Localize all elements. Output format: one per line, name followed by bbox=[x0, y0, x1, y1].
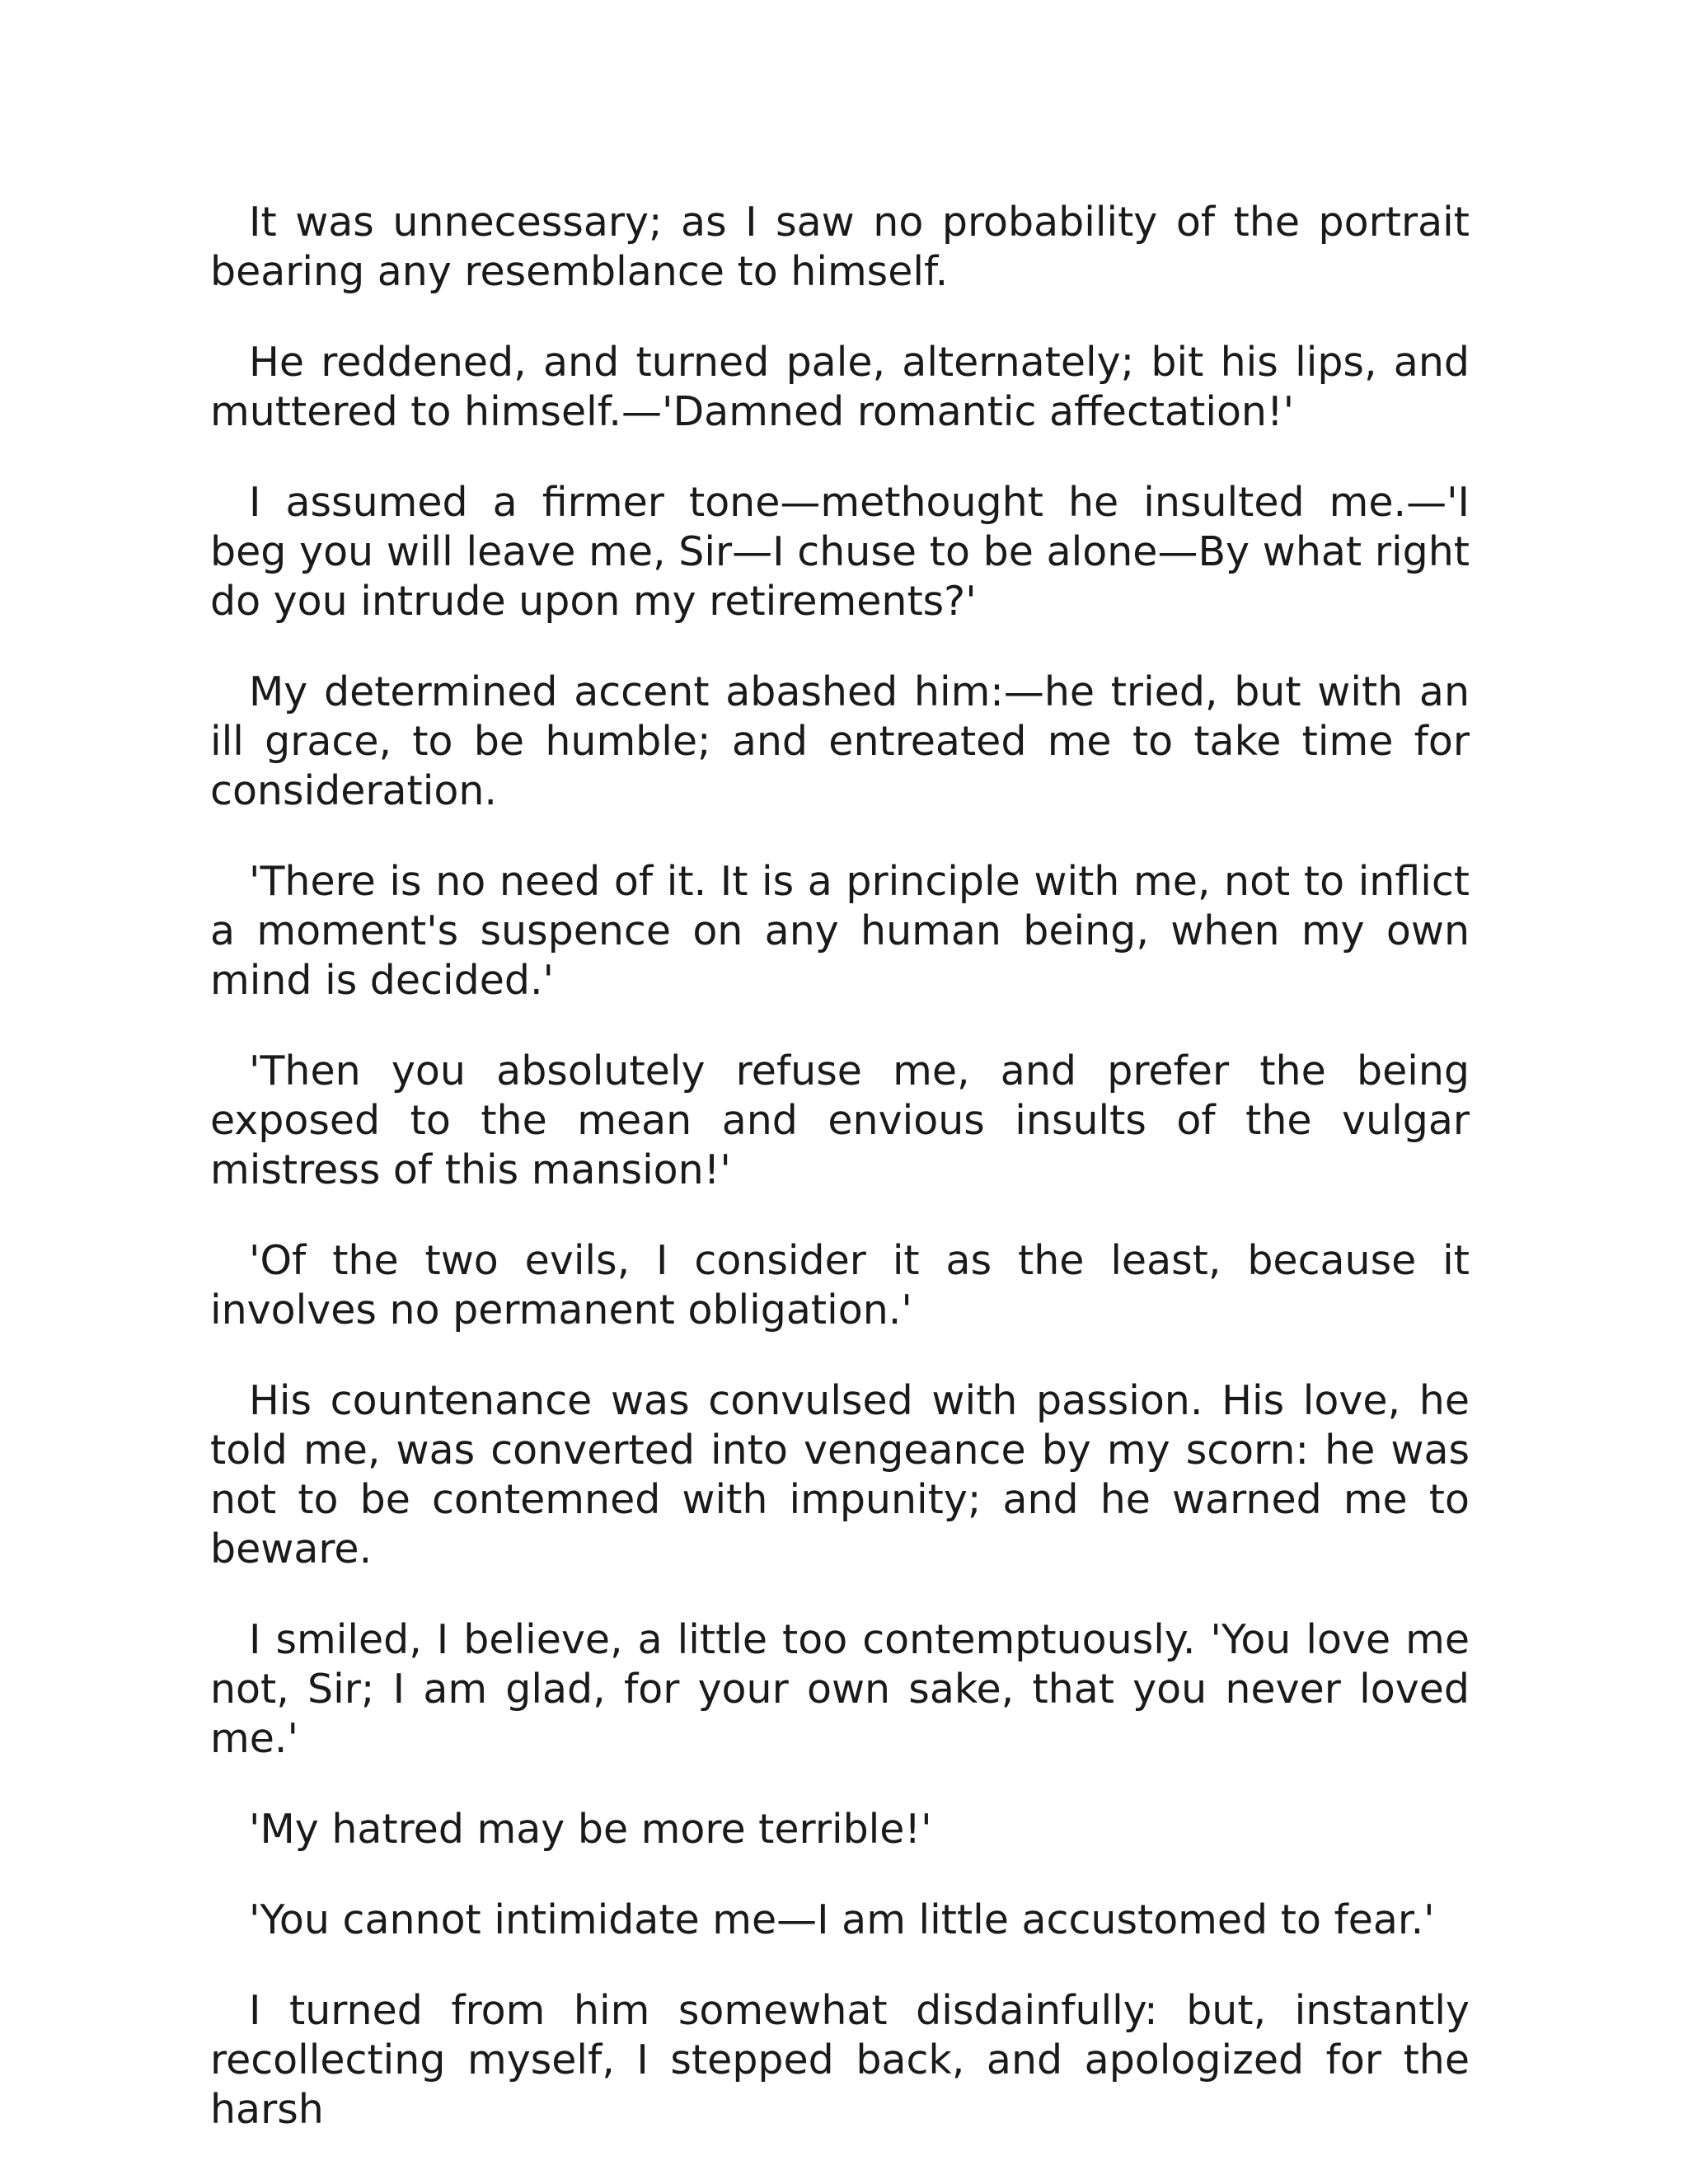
paragraph-5: 'There is no need of it. It is a principle with me, not to inflict a moment's suspence on any human being, when my own mind is decided.' bbox=[210, 858, 1470, 1004]
paragraph-4: My determined accent abashed him:—he tried, but with an ill grace, to be humble; and entreated me to take time for consideration. bbox=[210, 668, 1470, 814]
paragraph-2: He reddened, and turned pale, alternately; bit his lips, and muttered to himself.—'Damned romantic affectation!' bbox=[210, 339, 1470, 435]
paragraph-9: I smiled, I believe, a little too contemptuously. 'You love me not, Sir; I am glad, for your own sake, that you never loved me.' bbox=[210, 1616, 1470, 1762]
paragraph-3: I assumed a firmer tone—methought he insulted me.—'I beg you will leave me, Sir—I chuse to be alone—By what right do you intrude upon my retirements?' bbox=[210, 479, 1470, 625]
paragraph-12: I turned from him somewhat disdainfully: but, instantly recollecting myself, I stepped back, and apologized for the harsh bbox=[210, 1987, 1470, 2133]
paragraph-8: His countenance was convulsed with passion. His love, he told me, was converted into vengeance by my scorn: he was not to be contemned with impunity; and he warned me to beware. bbox=[210, 1377, 1470, 1572]
paragraph-10: 'My hatred may be more terrible!' bbox=[249, 1806, 932, 1853]
paragraph-6: 'Then you absolutely refuse me, and prefer the being exposed to the mean and envious insults of the vulgar mistress of this mansion!' bbox=[210, 1047, 1470, 1193]
paragraph-1: It was unnecessary; as I saw no probability of the portrait bearing any resemblance to himself. bbox=[210, 199, 1470, 295]
body-text bbox=[210, 198, 1470, 2135]
paragraph-11: 'You cannot intimidate me—I am little accustomed to fear.' bbox=[249, 1896, 1435, 1943]
paragraph-7: 'Of the two evils, I consider it as the least, because it involves no permanent obligation.' bbox=[210, 1237, 1470, 1333]
